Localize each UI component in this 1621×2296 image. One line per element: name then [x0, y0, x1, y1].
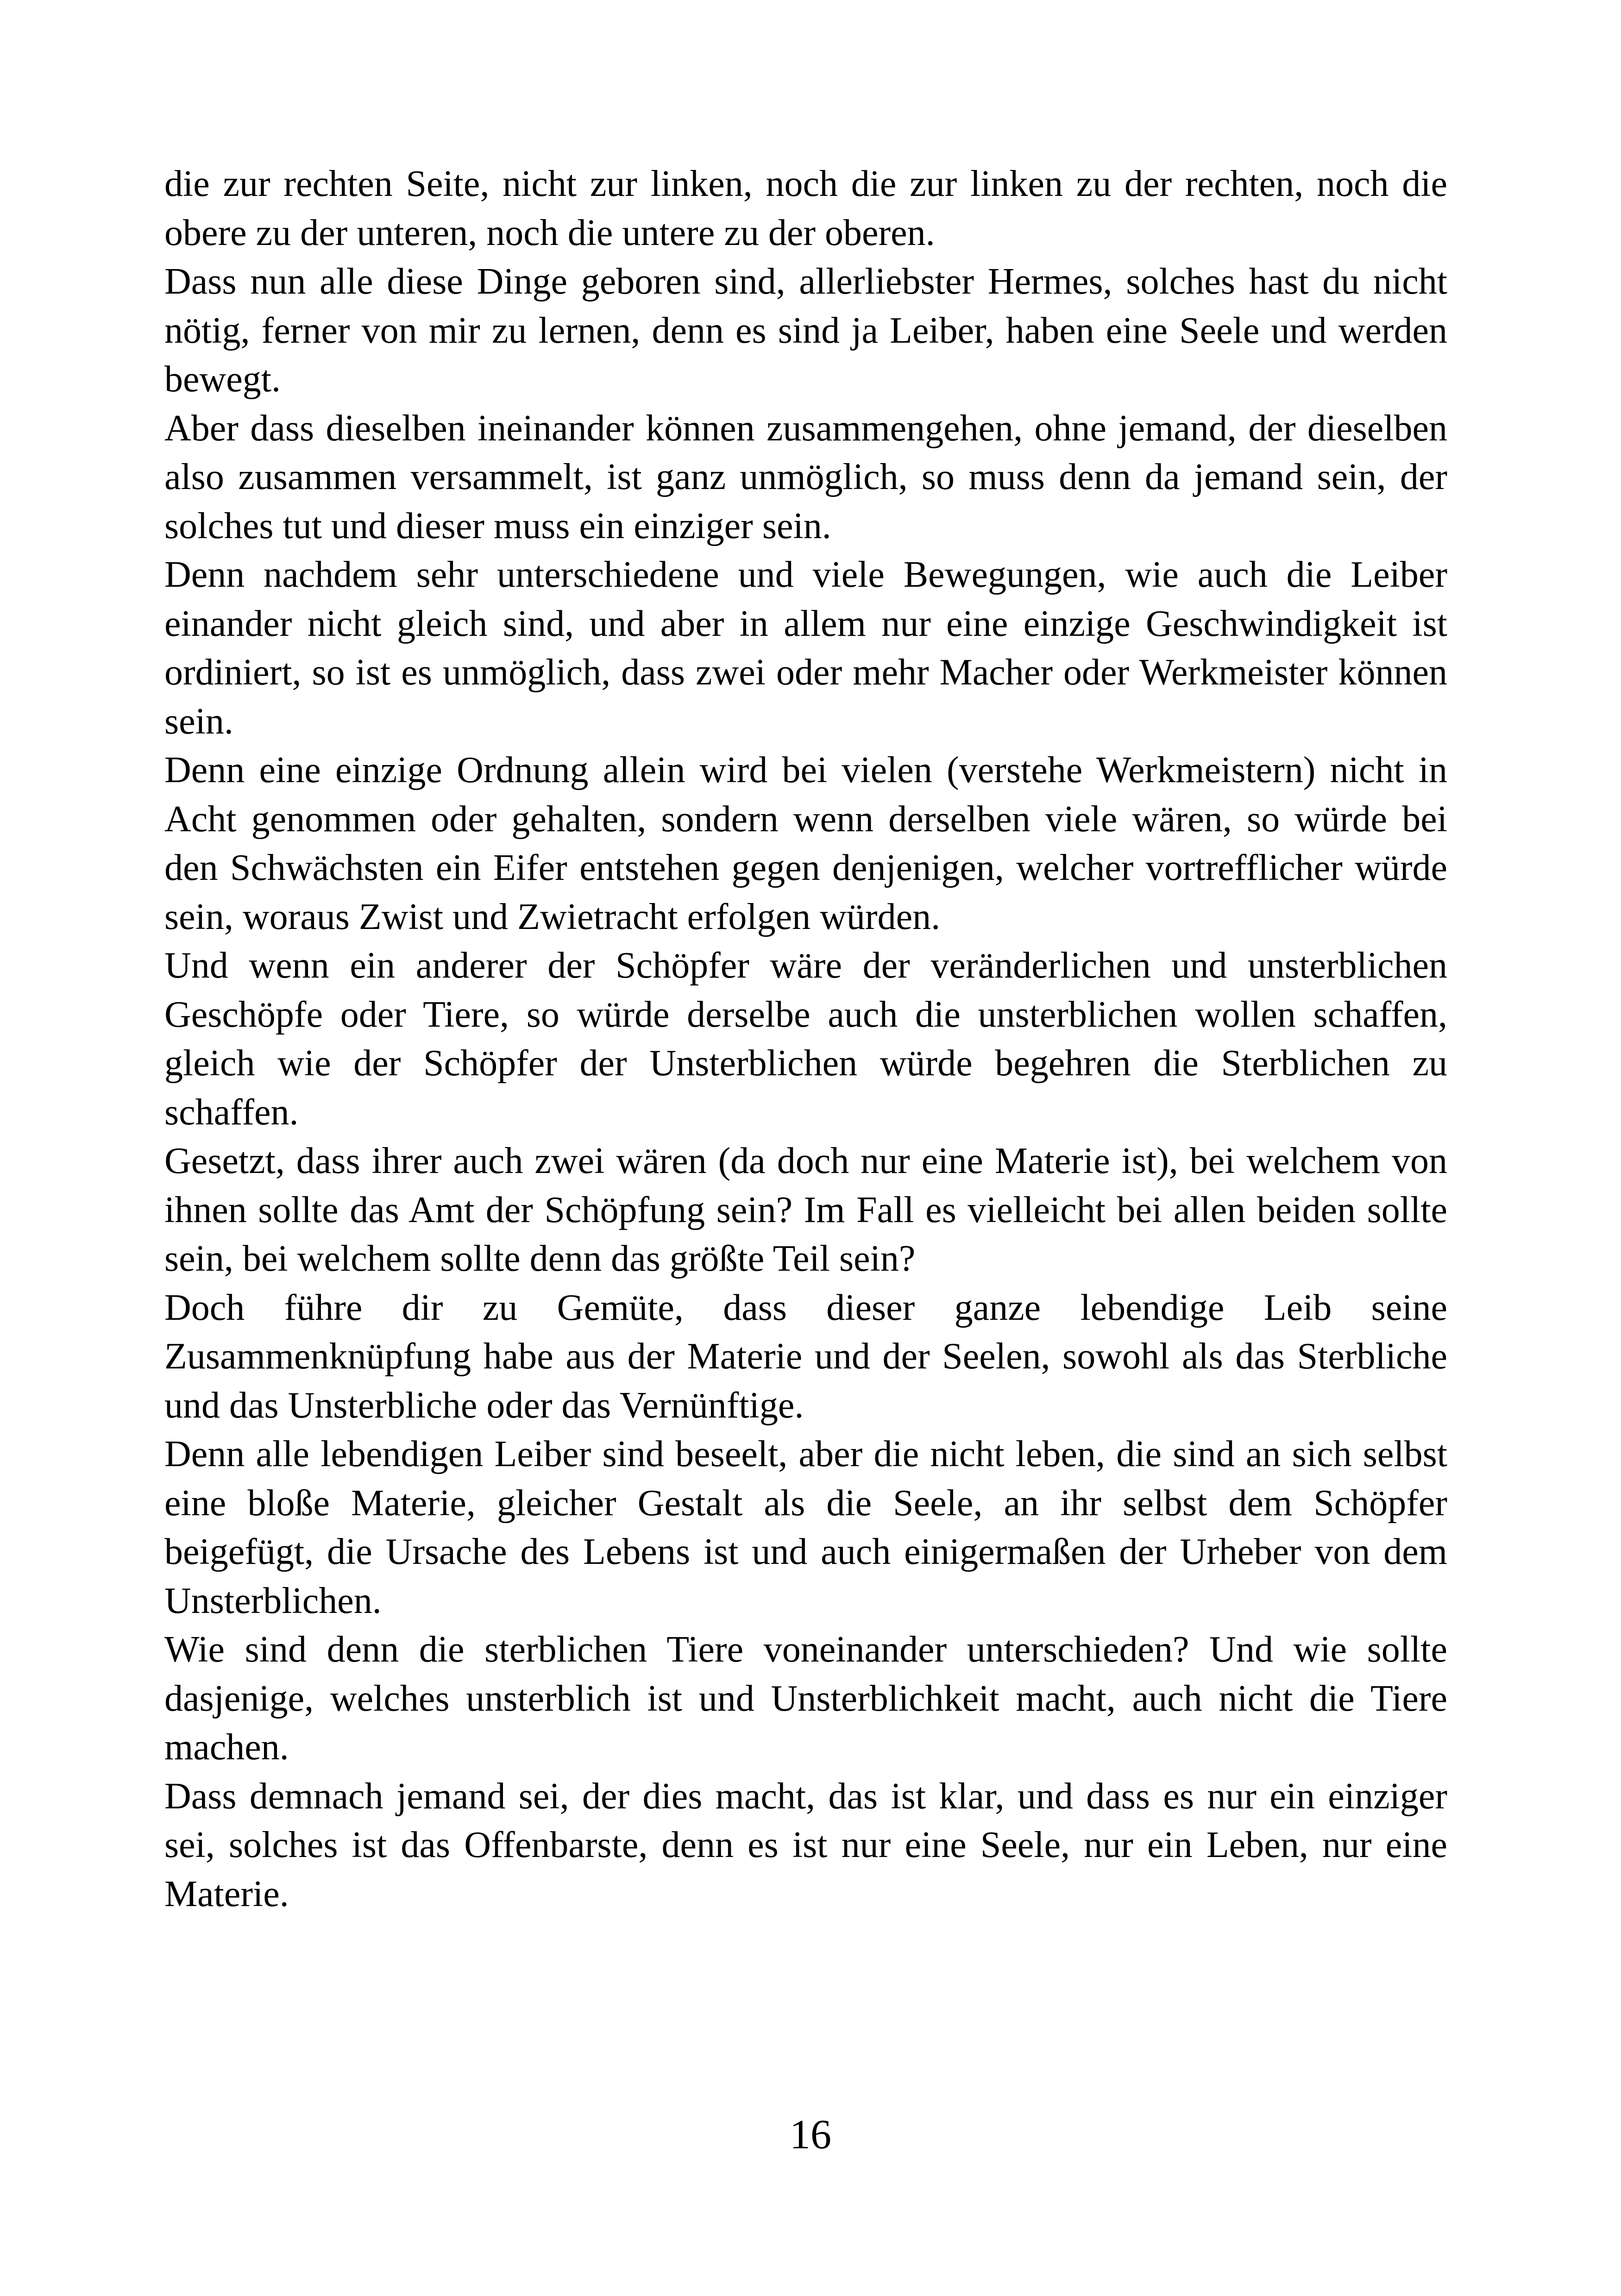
paragraph-10: Wie sind denn die sterblichen Tiere voneinander unterschieden? Und wie sollte dasjenige, welches unsterblich ist und Unsterblichkeit macht, auch nicht die Tiere machen. — [164, 1629, 1447, 1768]
paragraph-3: Aber dass dieselben ineinander können zusammengehen, ohne jemand, der dieselben also zusammen versammelt, ist ganz unmöglich, so muss denn da jemand sein, der solches tut und dieser muss ein einziger sein. — [164, 408, 1447, 546]
paragraph-8: Doch führe dir zu Gemüte, dass dieser ganze lebendige Leib seine Zusammenknüpfung habe aus der Materie und der Seelen, sowohl als das Sterbliche und das Unsterbliche oder das Vernünftige. — [164, 1287, 1447, 1426]
paragraph-2: Dass nun alle diese Dinge geboren sind, allerliebster Hermes, solches hast du nicht nötig, ferner von mir zu lernen, denn es sind ja Leiber, haben eine Seele und werden bewegt. — [164, 261, 1447, 400]
paragraph-5: Denn eine einzige Ordnung allein wird bei vielen (verstehe Werkmeistern) nicht in Acht genommen oder gehalten, sondern wenn derselben viele wären, so würde bei den Schwächsten ein Eifer entstehen gegen denjenigen, welcher vortrefflicher würde sein, woraus Zwist und Zwietracht erfolgen würden. — [164, 750, 1447, 937]
paragraph-7: Gesetzt, dass ihrer auch zwei wären (da doch nur eine Materie ist), bei welchem von ihnen sollte das Amt der Schöpfung sein? Im Fall es vielleicht bei allen beiden sollte sein, bei welchem sollte denn das größte Teil sein? — [164, 1141, 1447, 1279]
body-text — [164, 160, 1447, 1919]
page-number: 16 — [790, 2112, 831, 2158]
paragraph-4: Denn nachdem sehr unterschiedene und viele Bewegungen, wie auch die Leiber einander nicht gleich sind, und aber in allem nur eine einzige Geschwindigkeit ist ordiniert, so ist es unmöglich, dass zwei oder mehr Macher oder Werkmeister können sein. — [164, 554, 1447, 742]
paragraph-1: die zur rechten Seite, nicht zur linken, noch die zur linken zu der rechten, noch die obere zu der unteren, noch die untere zu der oberen. — [164, 163, 1447, 253]
paragraph-6: Und wenn ein anderer der Schöpfer wäre der veränderlichen und unsterblichen Geschöpfe oder Tiere, so würde derselbe auch die unsterblichen wollen schaffen, gleich wie der Schöpfer der Unsterblichen würde begehren die Sterblichen zu schaffen. — [164, 945, 1447, 1133]
paragraph-11: Dass demnach jemand sei, der dies macht, das ist klar, und dass es nur ein einziger sei, solches ist das Offenbarste, denn es ist nur eine Seele, nur ein Leben, nur eine Materie. — [164, 1775, 1447, 1914]
paragraph-9: Denn alle lebendigen Leiber sind beseelt, aber die nicht leben, die sind an sich selbst eine bloße Materie, gleicher Gestalt als die Seele, an ihr selbst dem Schöpfer beigefügt, die Ursache des Lebens ist und auch einigermaßen der Urheber von dem Unsterblichen. — [164, 1434, 1447, 1621]
